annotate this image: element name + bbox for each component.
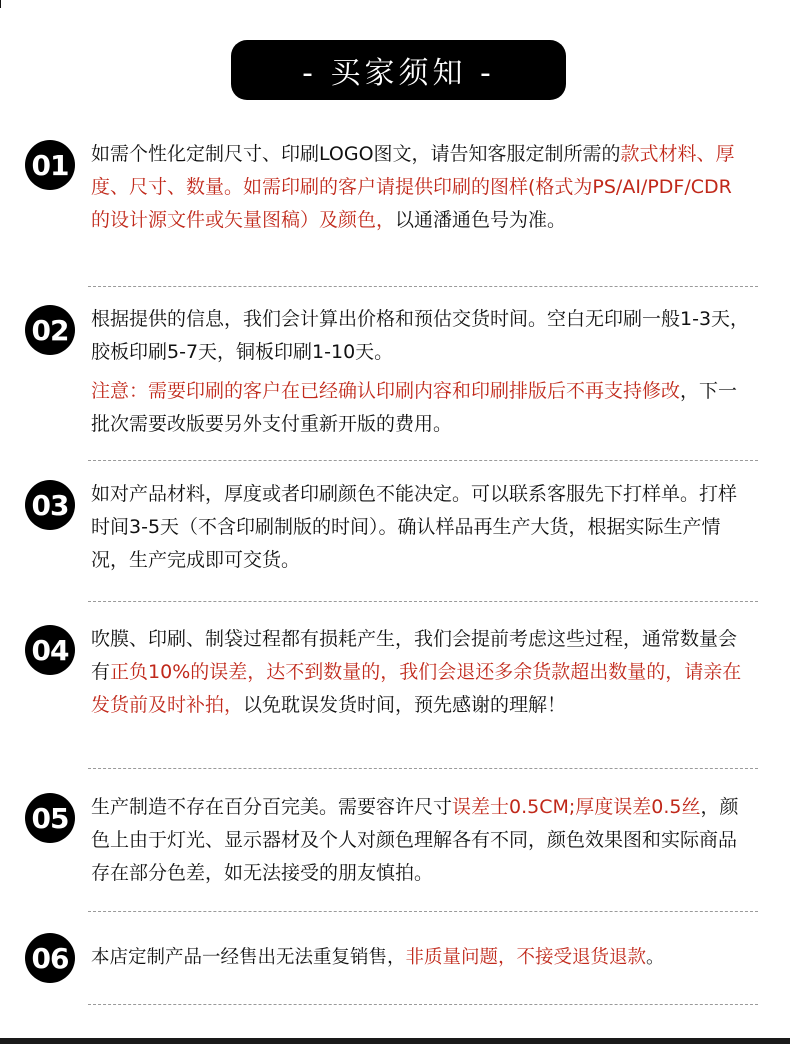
dashed-divider (88, 286, 758, 287)
item-paragraph: 吹膜、印刷、制袋过程都有损耗产生，我们会提前考虑这些过程，通常数量会有正负10%的误差，达不到数量的，我们会退还多余货款超出数量的，请亲在发货前及时补拍，以免耽误发货时间，预先感谢的理解！ (91, 628, 742, 716)
dashed-divider (88, 460, 758, 461)
item-number-badge: 03 (25, 480, 75, 530)
item-paragraph: 如对产品材料，厚度或者印刷颜色不能决定。可以联系客服先下打样单。打样时间3-5天（不含印刷制版的时间）。确认样品再生产大货，根据实际生产情况，生产完成即可交货。 (91, 483, 738, 571)
item-number-badge: 04 (25, 625, 75, 675)
item-paragraph: 根据提供的信息，我们会计算出价格和预估交货时间。空白无印刷一般1-3天，胶板印刷5-7天，铜板印刷1-10天。 (91, 308, 750, 363)
item-number-badge: 05 (25, 793, 75, 843)
dashed-divider (88, 911, 758, 912)
bottom-border (0, 1038, 790, 1044)
item-paragraph: 本店定制产品一经售出无法重复销售，非质量问题，不接受退货退款。 (91, 947, 665, 968)
item-paragraph: 生产制造不存在百分百完美。需要容许尺寸误差士0.5CM;厚度误差0.5丝，颜色上由于灯光、显示器材及个人对颜色理解各有不同，颜色效果图和实际商品存在部分色差，如无法接受的朋友慎拍。 (91, 796, 739, 884)
corner-tick (0, 0, 1, 8)
item-text (91, 478, 751, 577)
item-text (91, 791, 751, 890)
item-paragraph: 注意：需要印刷的客户在已经确认印刷内容和印刷排版后不再支持修改，下一批次需要改版要另外支付重新开版的费用。 (91, 380, 738, 435)
item-text (91, 941, 786, 974)
item-number-badge: 01 (25, 140, 75, 190)
item-number-badge: 02 (25, 305, 75, 355)
item-text (91, 303, 751, 441)
item-number-badge: 06 (25, 933, 75, 983)
dashed-divider (88, 601, 758, 602)
item-paragraph: 如需个性化定制尺寸、印刷LOGO图文，请告知客服定制所需的款式材料、厚度、尺寸、数量。如需印刷的客户请提供印刷的图样(格式为PS/AI/PDF/CDR的设计源文件或矢量图稿）及颜色，以通潘通色号为准。 (91, 143, 735, 231)
item-text (91, 138, 746, 237)
dashed-divider (88, 1004, 758, 1005)
item-text (91, 623, 751, 722)
dashed-divider (88, 768, 758, 769)
page-title: - 买家须知 - (231, 40, 566, 100)
